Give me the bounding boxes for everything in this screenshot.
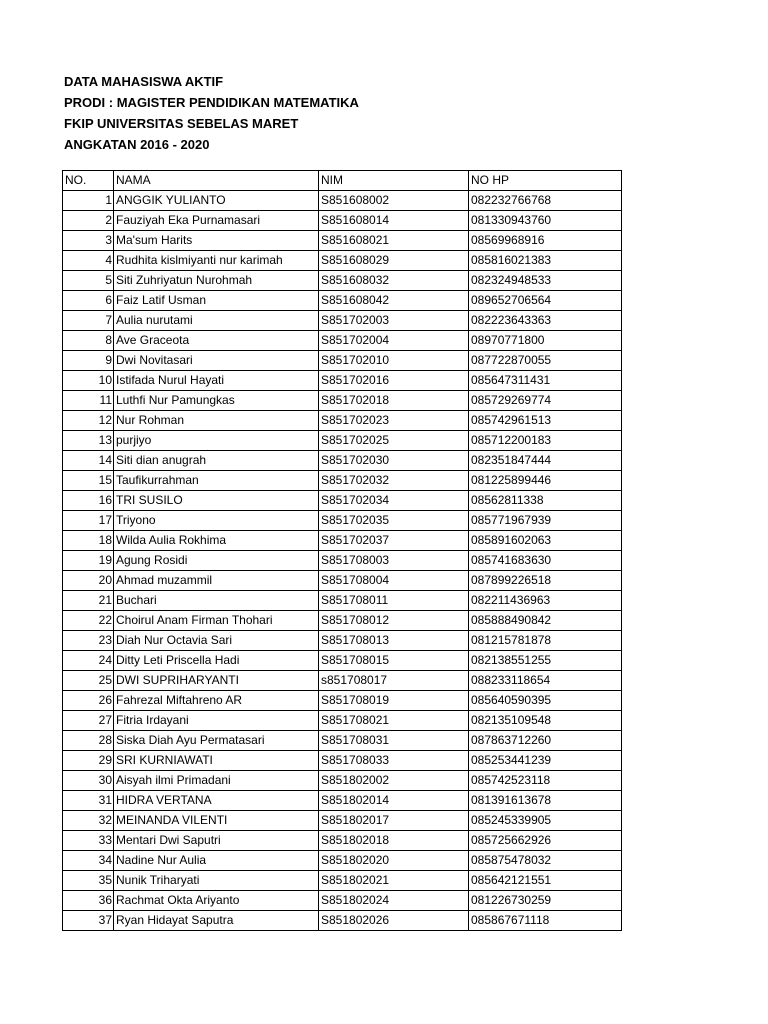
phone-number-cell: 082135109548 — [469, 711, 622, 731]
row-number-cell: 27 — [63, 711, 114, 731]
student-nim-cell: S851702003 — [319, 311, 469, 331]
student-name-cell: Luthfi Nur Pamungkas — [114, 391, 319, 411]
phone-number-cell: 085888490842 — [469, 611, 622, 631]
phone-number-cell: 081215781878 — [469, 631, 622, 651]
student-nim-cell: S851802017 — [319, 811, 469, 831]
phone-number-cell: 08970771800 — [469, 331, 622, 351]
table-row — [63, 771, 622, 791]
student-nim-cell: S851702030 — [319, 451, 469, 471]
table-row — [63, 451, 622, 471]
row-number-cell: 31 — [63, 791, 114, 811]
row-number-cell: 14 — [63, 451, 114, 471]
row-number-cell: 33 — [63, 831, 114, 851]
student-nim-cell: S851702035 — [319, 511, 469, 531]
student-nim-cell: S851802014 — [319, 791, 469, 811]
row-number-cell: 18 — [63, 531, 114, 551]
student-nim-cell: S851802026 — [319, 911, 469, 931]
student-name-cell: Taufikurrahman — [114, 471, 319, 491]
table-row — [63, 311, 622, 331]
phone-number-cell: 085245339905 — [469, 811, 622, 831]
row-number-cell: 21 — [63, 591, 114, 611]
phone-number-cell: 087863712260 — [469, 731, 622, 751]
student-nim-cell: S851702010 — [319, 351, 469, 371]
student-name-cell: Fahrezal Miftahreno AR — [114, 691, 319, 711]
row-number-cell: 8 — [63, 331, 114, 351]
row-number-cell: 15 — [63, 471, 114, 491]
row-number-cell: 36 — [63, 891, 114, 911]
student-name-cell: Aulia nurutami — [114, 311, 319, 331]
row-number-cell: 7 — [63, 311, 114, 331]
student-nim-cell: S851708011 — [319, 591, 469, 611]
table-row — [63, 831, 622, 851]
document-header — [64, 71, 359, 155]
row-number-cell: 5 — [63, 271, 114, 291]
phone-number-cell: 082138551255 — [469, 651, 622, 671]
phone-number-cell: 082211436963 — [469, 591, 622, 611]
phone-number-cell: 082324948533 — [469, 271, 622, 291]
table-row — [63, 431, 622, 451]
table-row — [63, 191, 622, 211]
student-nim-cell: S851802002 — [319, 771, 469, 791]
student-nim-cell: S851802018 — [319, 831, 469, 851]
table-row — [63, 671, 622, 691]
student-name-cell: Ave Graceota — [114, 331, 319, 351]
table-row — [63, 811, 622, 831]
student-name-cell: Dwi Novitasari — [114, 351, 319, 371]
row-number-cell: 10 — [63, 371, 114, 391]
phone-number-cell: 08562811338 — [469, 491, 622, 511]
student-nim-cell: S851702004 — [319, 331, 469, 351]
student-name-cell: Ditty Leti Priscella Hadi — [114, 651, 319, 671]
row-number-cell: 1 — [63, 191, 114, 211]
student-nim-cell: S851702016 — [319, 371, 469, 391]
table-row — [63, 751, 622, 771]
program-line: PRODI : MAGISTER PENDIDIKAN MATEMATIKA — [64, 95, 359, 110]
student-nim-cell: S851708021 — [319, 711, 469, 731]
table-row — [63, 291, 622, 311]
student-name-cell: Siti dian anugrah — [114, 451, 319, 471]
row-number-cell: 17 — [63, 511, 114, 531]
phone-number-cell: 087899226518 — [469, 571, 622, 591]
student-nim-cell: S851802020 — [319, 851, 469, 871]
phone-number-cell: 085642121551 — [469, 871, 622, 891]
student-nim-cell: S851608042 — [319, 291, 469, 311]
phone-number-cell: 085729269774 — [469, 391, 622, 411]
phone-number-cell: 085875478032 — [469, 851, 622, 871]
row-number-cell: 25 — [63, 671, 114, 691]
student-nim-cell: S851802024 — [319, 891, 469, 911]
student-name-cell: Ma'sum Harits — [114, 231, 319, 251]
row-number-cell: 28 — [63, 731, 114, 751]
phone-number-cell: 087722870055 — [469, 351, 622, 371]
table-row — [63, 491, 622, 511]
table-row — [63, 251, 622, 271]
faculty-line: FKIP UNIVERSITAS SEBELAS MARET — [64, 116, 299, 131]
phone-number-cell: 085816021383 — [469, 251, 622, 271]
row-number-cell: 34 — [63, 851, 114, 871]
phone-number-cell: 085891602063 — [469, 531, 622, 551]
document-title: DATA MAHASISWA AKTIF — [64, 74, 224, 89]
table-row — [63, 531, 622, 551]
row-number-cell: 32 — [63, 811, 114, 831]
column-header-nama: NAMA — [114, 171, 319, 191]
student-nim-cell: S851608014 — [319, 211, 469, 231]
phone-number-cell: 085647311431 — [469, 371, 622, 391]
row-number-cell: 11 — [63, 391, 114, 411]
table-row — [63, 211, 622, 231]
student-name-cell: Siti Zuhriyatun Nurohmah — [114, 271, 319, 291]
table-row — [63, 591, 622, 611]
student-nim-cell: S851708019 — [319, 691, 469, 711]
phone-number-cell: 085741683630 — [469, 551, 622, 571]
student-name-cell: HIDRA VERTANA — [114, 791, 319, 811]
row-number-cell: 19 — [63, 551, 114, 571]
phone-number-cell: 089652706564 — [469, 291, 622, 311]
student-name-cell: Triyono — [114, 511, 319, 531]
student-name-cell: Istifada Nurul Hayati — [114, 371, 319, 391]
student-nim-cell: S851702018 — [319, 391, 469, 411]
student-nim-cell: S851702037 — [319, 531, 469, 551]
student-name-cell: Ryan Hidayat Saputra — [114, 911, 319, 931]
row-number-cell: 30 — [63, 771, 114, 791]
phone-number-cell: 085725662926 — [469, 831, 622, 851]
student-table — [62, 170, 622, 931]
table-row — [63, 411, 622, 431]
table-row — [63, 791, 622, 811]
student-name-cell: Fitria Irdayani — [114, 711, 319, 731]
phone-number-cell: 081225899446 — [469, 471, 622, 491]
student-nim-cell: S851708013 — [319, 631, 469, 651]
row-number-cell: 24 — [63, 651, 114, 671]
row-number-cell: 13 — [63, 431, 114, 451]
student-name-cell: Buchari — [114, 591, 319, 611]
phone-number-cell: 08569968916 — [469, 231, 622, 251]
row-number-cell: 23 — [63, 631, 114, 651]
student-nim-cell: S851702032 — [319, 471, 469, 491]
column-header-nim: NIM — [319, 171, 469, 191]
student-name-cell: Siska Diah Ayu Permatasari — [114, 731, 319, 751]
student-nim-cell: S851708015 — [319, 651, 469, 671]
student-name-cell: Diah Nur Octavia Sari — [114, 631, 319, 651]
table-row — [63, 231, 622, 251]
row-number-cell: 29 — [63, 751, 114, 771]
student-name-cell: Mentari Dwi Saputri — [114, 831, 319, 851]
table-row — [63, 631, 622, 651]
row-number-cell: 12 — [63, 411, 114, 431]
student-nim-cell: S851802021 — [319, 871, 469, 891]
table-row — [63, 851, 622, 871]
student-name-cell: purjiyo — [114, 431, 319, 451]
student-name-cell: Agung Rosidi — [114, 551, 319, 571]
row-number-cell: 37 — [63, 911, 114, 931]
table-row — [63, 331, 622, 351]
student-name-cell: Rachmat Okta Ariyanto — [114, 891, 319, 911]
phone-number-cell: 085742961513 — [469, 411, 622, 431]
row-number-cell: 9 — [63, 351, 114, 371]
table-row — [63, 911, 622, 931]
student-nim-cell: S851608002 — [319, 191, 469, 211]
phone-number-cell: 082232766768 — [469, 191, 622, 211]
row-number-cell: 3 — [63, 231, 114, 251]
student-name-cell: Nur Rohman — [114, 411, 319, 431]
phone-number-cell: 088233118654 — [469, 671, 622, 691]
table-row — [63, 351, 622, 371]
student-name-cell: Choirul Anam Firman Thohari — [114, 611, 319, 631]
row-number-cell: 20 — [63, 571, 114, 591]
student-nim-cell: s851708017 — [319, 671, 469, 691]
student-name-cell: TRI SUSILO — [114, 491, 319, 511]
table-row — [63, 271, 622, 291]
table-row — [63, 551, 622, 571]
row-number-cell: 35 — [63, 871, 114, 891]
student-name-cell: Nunik Triharyati — [114, 871, 319, 891]
column-header-hp: NO HP — [469, 171, 622, 191]
table-row — [63, 891, 622, 911]
table-row — [63, 711, 622, 731]
table-row — [63, 871, 622, 891]
student-nim-cell: S851708031 — [319, 731, 469, 751]
table-row — [63, 511, 622, 531]
table-row — [63, 611, 622, 631]
phone-number-cell: 085712200183 — [469, 431, 622, 451]
student-nim-cell: S851702034 — [319, 491, 469, 511]
table-body — [63, 191, 622, 931]
student-name-cell: Aisyah ilmi Primadani — [114, 771, 319, 791]
student-name-cell: Wilda Aulia Rokhima — [114, 531, 319, 551]
student-nim-cell: S851708033 — [319, 751, 469, 771]
student-name-cell: Fauziyah Eka Purnamasari — [114, 211, 319, 231]
student-name-cell: Rudhita kislmiyanti nur karimah — [114, 251, 319, 271]
table-row — [63, 691, 622, 711]
table-row — [63, 471, 622, 491]
phone-number-cell: 081226730259 — [469, 891, 622, 911]
student-nim-cell: S851708003 — [319, 551, 469, 571]
row-number-cell: 2 — [63, 211, 114, 231]
student-name-cell: SRI KURNIAWATI — [114, 751, 319, 771]
student-name-cell: Ahmad muzammil — [114, 571, 319, 591]
row-number-cell: 22 — [63, 611, 114, 631]
student-name-cell: Nadine Nur Aulia — [114, 851, 319, 871]
student-name-cell: MEINANDA VILENTI — [114, 811, 319, 831]
student-nim-cell: S851708004 — [319, 571, 469, 591]
column-header-no: NO. — [63, 171, 114, 191]
row-number-cell: 16 — [63, 491, 114, 511]
table-row — [63, 571, 622, 591]
student-name-cell: ANGGIK YULIANTO — [114, 191, 319, 211]
phone-number-cell: 085253441239 — [469, 751, 622, 771]
student-name-cell: Faiz Latif Usman — [114, 291, 319, 311]
student-nim-cell: S851702023 — [319, 411, 469, 431]
student-nim-cell: S851708012 — [319, 611, 469, 631]
phone-number-cell: 085640590395 — [469, 691, 622, 711]
student-nim-cell: S851702025 — [319, 431, 469, 451]
phone-number-cell: 085742523118 — [469, 771, 622, 791]
table-row — [63, 731, 622, 751]
phone-number-cell: 085867671118 — [469, 911, 622, 931]
phone-number-cell: 085771967939 — [469, 511, 622, 531]
row-number-cell: 6 — [63, 291, 114, 311]
phone-number-cell: 081330943760 — [469, 211, 622, 231]
student-nim-cell: S851608021 — [319, 231, 469, 251]
row-number-cell: 26 — [63, 691, 114, 711]
phone-number-cell: 081391613678 — [469, 791, 622, 811]
table-row — [63, 651, 622, 671]
student-nim-cell: S851608029 — [319, 251, 469, 271]
row-number-cell: 4 — [63, 251, 114, 271]
student-name-cell: DWI SUPRIHARYANTI — [114, 671, 319, 691]
cohort-line: ANGKATAN 2016 - 2020 — [64, 137, 210, 152]
table-row — [63, 391, 622, 411]
table-row — [63, 371, 622, 391]
phone-number-cell: 082351847444 — [469, 451, 622, 471]
table-header-row — [63, 171, 622, 191]
student-nim-cell: S851608032 — [319, 271, 469, 291]
phone-number-cell: 082223643363 — [469, 311, 622, 331]
